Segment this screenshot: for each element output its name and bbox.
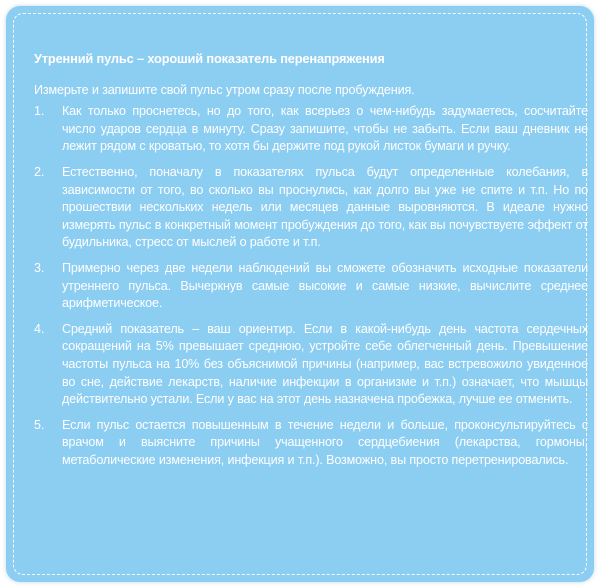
- list-item-number: 1.: [34, 104, 45, 119]
- list-item-number: 3.: [34, 260, 45, 275]
- list-item-text: Если пульс остается повышенным в течение недели и больше, проконсультируйтесь с врачом и выясните причины учащенного сердцебиения (лекарства, гормоны, метаболические изменения, инфекция и т.п.). Возможно, вы просто перетренировались.: [62, 417, 588, 467]
- list-item-text: Естественно, поначалу в показателях пульса будут определенные колебания, в зависимости от того, во сколько вы проснулись, как долго вы уже не спите и т.п. Но по прошествии нескольких недель или месяцев данные выровняются. В идеале нужно измерять пульс в конкретный момент пробуждения до того, как вы почувствуете эффект от будильника, стресс от мыслей о работе и т.п.: [62, 164, 588, 250]
- list-item-number: 2.: [34, 164, 45, 179]
- list-item-number: 5.: [34, 417, 45, 432]
- panel-title: Утренний пульс – хороший показатель перенапряжения: [34, 51, 385, 66]
- list-item: [34, 164, 588, 252]
- intro-text: Измерьте и запишите свой пульс утром сразу после пробуждения.: [34, 82, 415, 97]
- list-item: [34, 417, 588, 470]
- list-item: [34, 103, 588, 156]
- steps-list: [34, 103, 588, 469]
- list-item: [34, 321, 588, 409]
- panel-content: [34, 50, 588, 477]
- list-item-text: Средний показатель – ваш ориентир. Если в какой-нибудь день частота сердечных сокращений на 5% превышает среднюю, устройте себе облегченный день. Превышение частоты пульса на 10% без объяснимой причины (например, вас встревожило увиденное во сне, действие лекарств, наличие инфекции в организме и т.п.) означает, что мышцы действительно устали. Если у вас на этот день назначена пробежка, лучше ее отменить.: [62, 321, 588, 407]
- list-item-number: 4.: [34, 321, 45, 336]
- info-panel: [6, 6, 594, 582]
- list-item: [34, 260, 588, 313]
- list-item-text: Примерно через две недели наблюдений вы сможете обозначить исходные показатели утреннего пульса. Вычеркнув самые высокие и самые низкие, вычислите среднее арифметическое.: [62, 260, 588, 311]
- list-item-text: Как только проснетесь, но до того, как всерьез о чем-нибудь задумаетесь, сосчитайте число ударов сердца в минуту. Сразу запишите, чтобы не забыть. Если ваш дневник не лежит рядом с кроватью, то хотя бы держите под рукой листок бумаги и ручку.: [62, 104, 588, 154]
